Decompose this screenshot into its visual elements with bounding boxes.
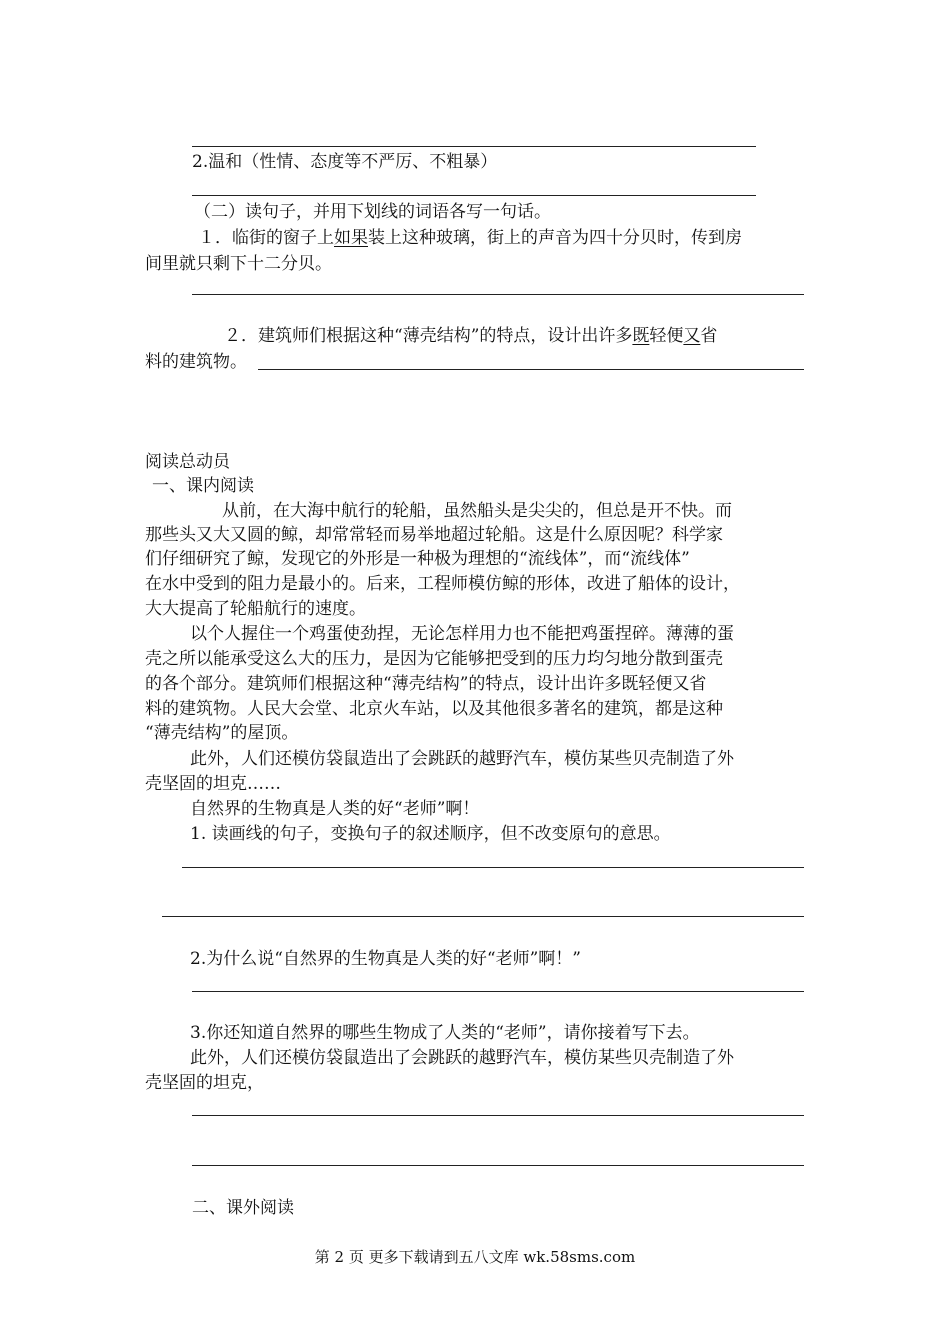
answer-line[interactable] — [192, 294, 804, 295]
page-footer: 第 2 页 更多下载请到五八文库 wk.58sms.com — [314, 1248, 636, 1266]
underlined-word: 如果 — [334, 228, 368, 248]
answer-line[interactable] — [192, 146, 756, 147]
underlined-word: 又 — [683, 326, 701, 346]
part-heading: 二、课外阅读 — [192, 1198, 294, 1218]
passage-line: 在水中受到的阻力是最小的。后来，工程师模仿鲸的形体，改进了船体的设计， — [145, 574, 740, 594]
passage-line: 们仔细研究了鲸，发现它的外形是一种极为理想的“流线体”，而“流线体” — [145, 549, 690, 569]
question-3: 3.你还知道自然界的哪些生物成了人类的“老师”，请你接着写下去。 — [190, 1023, 700, 1043]
passage-line: 大大提高了轮船航行的速度。 — [145, 599, 366, 619]
passage-line: 以个人握住一个鸡蛋使劲捏，无论怎样用力也不能把鸡蛋捏碎。薄薄的蛋 — [190, 624, 734, 644]
answer-line[interactable] — [192, 195, 756, 196]
part-heading: 一、课内阅读 — [152, 476, 254, 496]
passage-line: “薄壳结构”的屋顶。 — [145, 723, 299, 743]
question-1: 1. 读画线的句子，变换句子的叙述顺序，但不改变原句的意思。 — [190, 824, 671, 844]
sentence-2-line-2: 料的建筑物。 — [145, 352, 247, 372]
passage-line: 壳坚固的坦克…… — [145, 774, 281, 794]
answer-line[interactable] — [192, 1165, 804, 1166]
passage-line: 料的建筑物。人民大会堂、北京火车站，以及其他很多著名的建筑，都是这种 — [145, 699, 723, 719]
passage-line: 的各个部分。建筑师们根据这种“薄壳结构”的特点，设计出许多既轻便又省 — [145, 674, 707, 694]
passage-line: 自然界的生物真是人类的好“老师”啊！ — [190, 799, 480, 819]
passage-line: 那些头又大又圆的鲸，却常常轻而易举地超过轮船。这是什么原因呢？科学家 — [145, 525, 723, 545]
passage-line: 此外，人们还模仿袋鼠造出了会跳跃的越野汽车，模仿某些贝壳制造了外 — [190, 749, 734, 769]
passage-line: 从前，在大海中航行的轮船，虽然船头是尖尖的，但总是开不快。而 — [222, 501, 732, 521]
underlined-word: 既 — [632, 326, 650, 346]
answer-line[interactable] — [192, 991, 804, 992]
vocab-item-2: 2.温和（性情、态度等不严厉、不粗暴） — [192, 152, 498, 172]
sentence-1-line-2: 间里就只剩下十二分贝。 — [145, 254, 332, 274]
answer-line[interactable] — [182, 867, 804, 868]
passage-line: 壳坚固的坦克， — [145, 1073, 264, 1093]
answer-line[interactable] — [162, 916, 804, 917]
sentence-1-line-1: １．临街的窗子上如果装上这种玻璃，街上的声音为四十分贝时，传到房 — [198, 228, 742, 248]
question-2: 2.为什么说“自然界的生物真是人类的好“老师”啊！” — [190, 949, 581, 969]
answer-line[interactable] — [258, 369, 804, 370]
passage-line: 此外，人们还模仿袋鼠造出了会跳跃的越野汽车，模仿某些贝壳制造了外 — [190, 1048, 734, 1068]
passage-line: 壳之所以能承受这么大的压力，是因为它能够把受到的压力均匀地分散到蛋壳 — [145, 649, 723, 669]
sentence-heading: （二）读句子，并用下划线的词语各写一句话。 — [194, 202, 551, 222]
answer-line[interactable] — [192, 1115, 804, 1116]
sentence-2-line-1: ２．建筑师们根据这种“薄壳结构”的特点，设计出许多既轻便又省 — [224, 326, 718, 346]
section-title: 阅读总动员 — [145, 452, 230, 472]
